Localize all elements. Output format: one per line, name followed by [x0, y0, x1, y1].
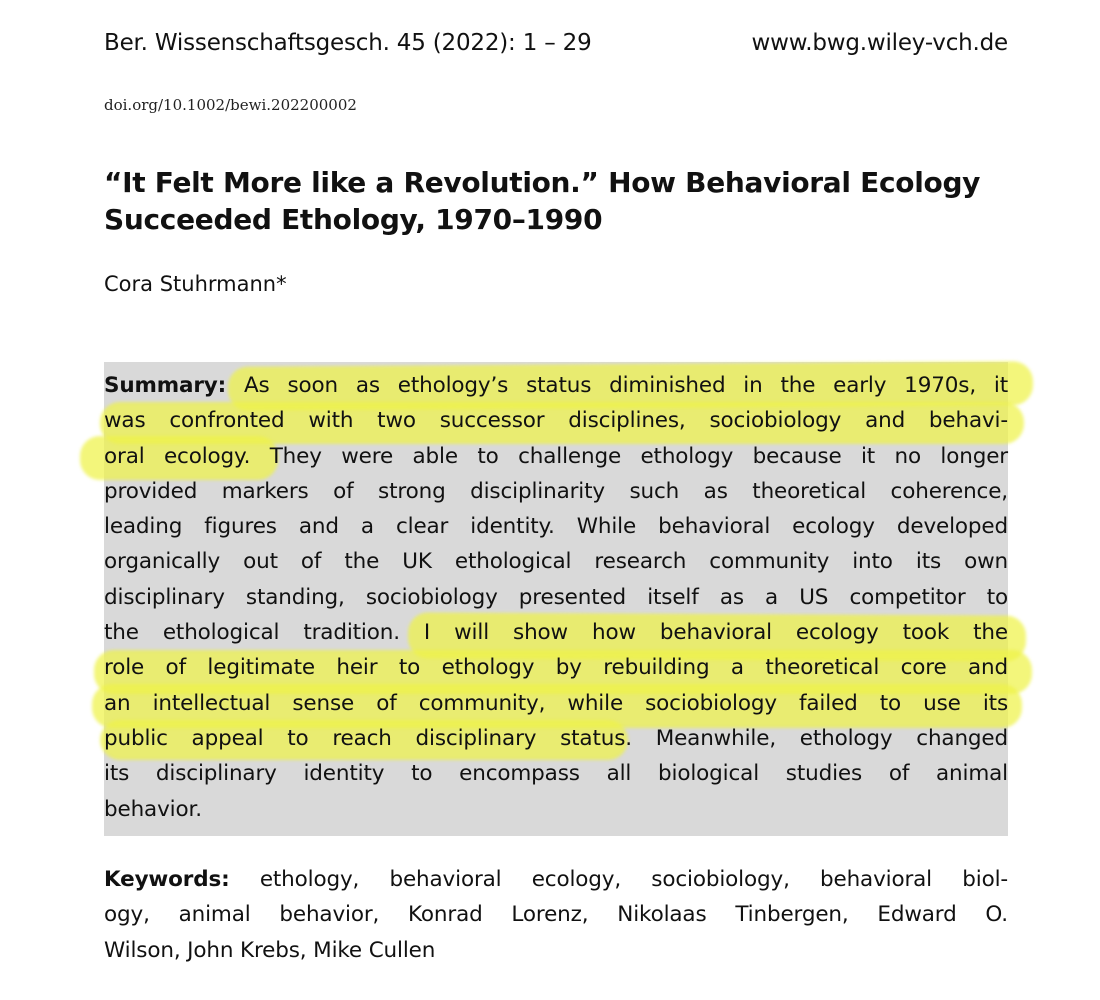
summary-line: Summary: As soon as ethology’s status diminished in the early 1970s, it — [104, 373, 1008, 398]
summary-line: was confronted with two successor disciplines, sociobiology and behavi- — [104, 408, 1008, 434]
summary-line: role of legitimate heir to ethology by rebuilding a theoretical core and — [104, 655, 1008, 681]
summary-line: organically out of the UK ethological research community into its own — [104, 549, 1008, 575]
title-line: “It Felt More like a Revolution.” How Behavioral Ecology — [104, 166, 981, 199]
summary-line: provided markers of strong disciplinarity such as theoretical coherence, — [104, 478, 1008, 504]
summary-label: Summary: — [104, 373, 227, 398]
summary-paragraph — [104, 368, 1008, 827]
journal-citation: Ber. Wissenschaftsgesch. 45 (2022): 1 – 29 — [104, 30, 592, 56]
keywords-line: Wilson, John Krebs, Mike Cullen — [104, 937, 436, 963]
summary-line: behavior. — [104, 796, 202, 822]
summary-line: the ethological tradition. I will show how behavioral ecology took the — [104, 620, 1008, 646]
summary-line: public appeal to reach disciplinary status. Meanwhile, ethology changed — [104, 725, 1008, 751]
author-name: Cora Stuhrmann* — [104, 272, 287, 296]
summary-line: leading figures and a clear identity. While behavioral ecology developed — [104, 514, 1008, 540]
keywords-paragraph — [104, 862, 1008, 968]
journal-url[interactable]: www.bwg.wiley-vch.de — [751, 30, 1008, 56]
summary-line: its disciplinary identity to encompass all biological studies of animal — [104, 761, 1008, 787]
keywords-line: ogy, animal behavior, Konrad Lorenz, Nikolaas Tinbergen, Edward O. — [104, 902, 1008, 928]
article-title — [104, 164, 1008, 238]
summary-line: disciplinary standing, sociobiology presented itself as a US competitor to — [104, 584, 1008, 610]
keywords-line: Keywords: ethology, behavioral ecology, sociobiology, behavioral biol- — [104, 867, 1008, 892]
title-line: Succeeded Ethology, 1970–1990 — [104, 203, 603, 236]
doi-link[interactable]: doi.org/10.1002/bewi.202200002 — [104, 96, 357, 114]
keywords-label: Keywords: — [104, 867, 230, 892]
summary-line: an intellectual sense of community, while sociobiology failed to use its — [104, 690, 1008, 716]
summary-line: oral ecology. They were able to challenge ethology because it no longer — [104, 443, 1008, 469]
running-header — [104, 30, 1008, 56]
